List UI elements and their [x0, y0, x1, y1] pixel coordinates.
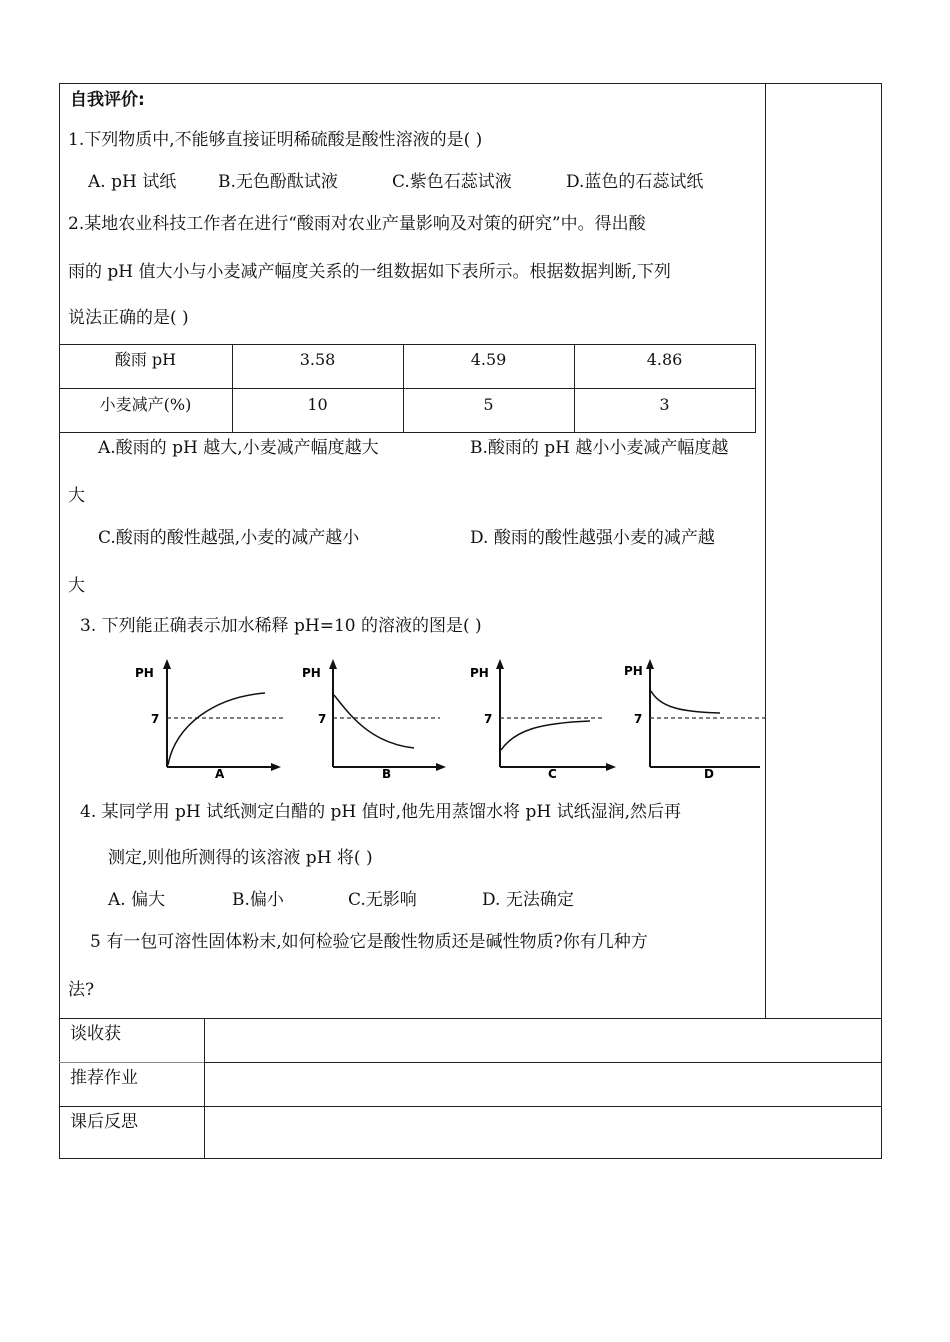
graph-c-curve	[501, 721, 590, 750]
frame-bottom	[59, 1158, 882, 1159]
q4-line1: 4. 某同学用 pH 试纸测定白醋的 pH 值时,他先用蒸馏水将 pH 试纸湿润,然后再	[80, 802, 681, 822]
graph-c-ylabel: PH	[470, 666, 489, 680]
footer-row-harvest: 谈收获	[70, 1024, 121, 1044]
frame-left	[59, 83, 60, 1159]
q2-option-d-cont: 大	[68, 576, 85, 596]
q2-option-b-cont: 大	[68, 486, 85, 506]
graph-b-curve	[334, 695, 414, 748]
q1-option-c: C.紫色石蕊试液	[392, 172, 512, 192]
graph-a	[135, 659, 283, 781]
table-cell-r2c3: 5	[483, 395, 494, 414]
q4-line2: 测定,则他所测得的该溶液 pH 将( )	[108, 848, 373, 868]
frame-right	[881, 83, 882, 1159]
table-cell-r2c1: 小麦减产(%)	[99, 395, 192, 414]
frame-divider-3	[59, 1106, 882, 1107]
frame-inner-right	[765, 83, 766, 1018]
graph-b	[302, 659, 446, 781]
q4-option-b: B.偏小	[232, 890, 284, 910]
graph-a-letter: A	[215, 767, 225, 781]
graph-b-seven: 7	[318, 712, 327, 726]
q5-line1: 5 有一包可溶性固体粉末,如何检验它是酸性物质还是碱性物质?你有几种方	[90, 932, 648, 952]
q4-option-d: D. 无法确定	[482, 890, 574, 910]
frame-footer-col	[204, 1018, 205, 1159]
q1-option-b: B.无色酚酞试液	[218, 172, 338, 192]
q2-line1: 2.某地农业科技工作者在进行“酸雨对农业产量影响及对策的研究”中。得出酸	[68, 214, 646, 234]
footer-row-reflection: 课后反思	[70, 1112, 138, 1132]
frame-top	[59, 83, 882, 84]
graph-d-letter: D	[704, 767, 714, 781]
frame-divider-1	[59, 1018, 882, 1019]
q2-line2: 雨的 pH 值大小与小麦减产幅度关系的一组数据如下表所示。根据数据判断,下列	[68, 262, 671, 282]
graph-a-ylabel: PH	[135, 666, 154, 680]
table-cell-r1c2: 3.58	[299, 350, 336, 369]
table-cell-r2c4: 3	[659, 395, 670, 414]
q1-option-d: D.蓝色的石蕊试纸	[566, 172, 704, 192]
section-title: 自我评价:	[70, 90, 145, 110]
frame-divider-2-left	[59, 1062, 204, 1063]
footer-row-homework: 推荐作业	[70, 1068, 138, 1088]
graph-d-ylabel: PH	[624, 664, 643, 678]
q4-option-a: A. 偏大	[108, 890, 166, 910]
graph-a-seven: 7	[151, 712, 160, 726]
graph-b-letter: B	[382, 767, 392, 781]
q3-graphs	[125, 655, 770, 785]
q2-option-c: C.酸雨的酸性越强,小麦的减产越小	[98, 528, 360, 548]
graph-d	[624, 659, 765, 781]
graph-d-seven: 7	[634, 712, 643, 726]
graph-a-curve	[168, 693, 265, 765]
q2-option-d: D. 酸雨的酸性越强小麦的减产越	[470, 528, 715, 548]
q1-text: 1.下列物质中,不能够直接证明稀硫酸是酸性溶液的是( )	[68, 130, 483, 150]
graph-d-curve	[651, 691, 720, 713]
graph-c-letter: C	[548, 767, 557, 781]
q2-line3: 说法正确的是( )	[68, 308, 189, 328]
q4-option-c: C.无影响	[348, 890, 417, 910]
table-cell-r2c2: 10	[307, 395, 328, 414]
q2-option-a: A.酸雨的 pH 越大,小麦减产幅度越大	[98, 438, 379, 458]
q2-option-b: B.酸雨的 pH 越小小麦减产幅度越	[470, 438, 729, 458]
q1-option-a: A. pH 试纸	[88, 172, 177, 192]
table-cell-r1c4: 4.86	[646, 350, 683, 369]
frame-divider-2	[204, 1062, 882, 1063]
table-cell-r1c1: 酸雨 pH	[114, 350, 177, 369]
graph-b-ylabel: PH	[302, 666, 321, 680]
table-cell-r1c3: 4.59	[470, 350, 507, 369]
q3-text: 3. 下列能正确表示加水稀释 pH=10 的溶液的图是( )	[80, 616, 482, 636]
graph-c-seven: 7	[484, 712, 493, 726]
q5-line2: 法?	[68, 980, 95, 1000]
graph-c	[470, 659, 616, 781]
